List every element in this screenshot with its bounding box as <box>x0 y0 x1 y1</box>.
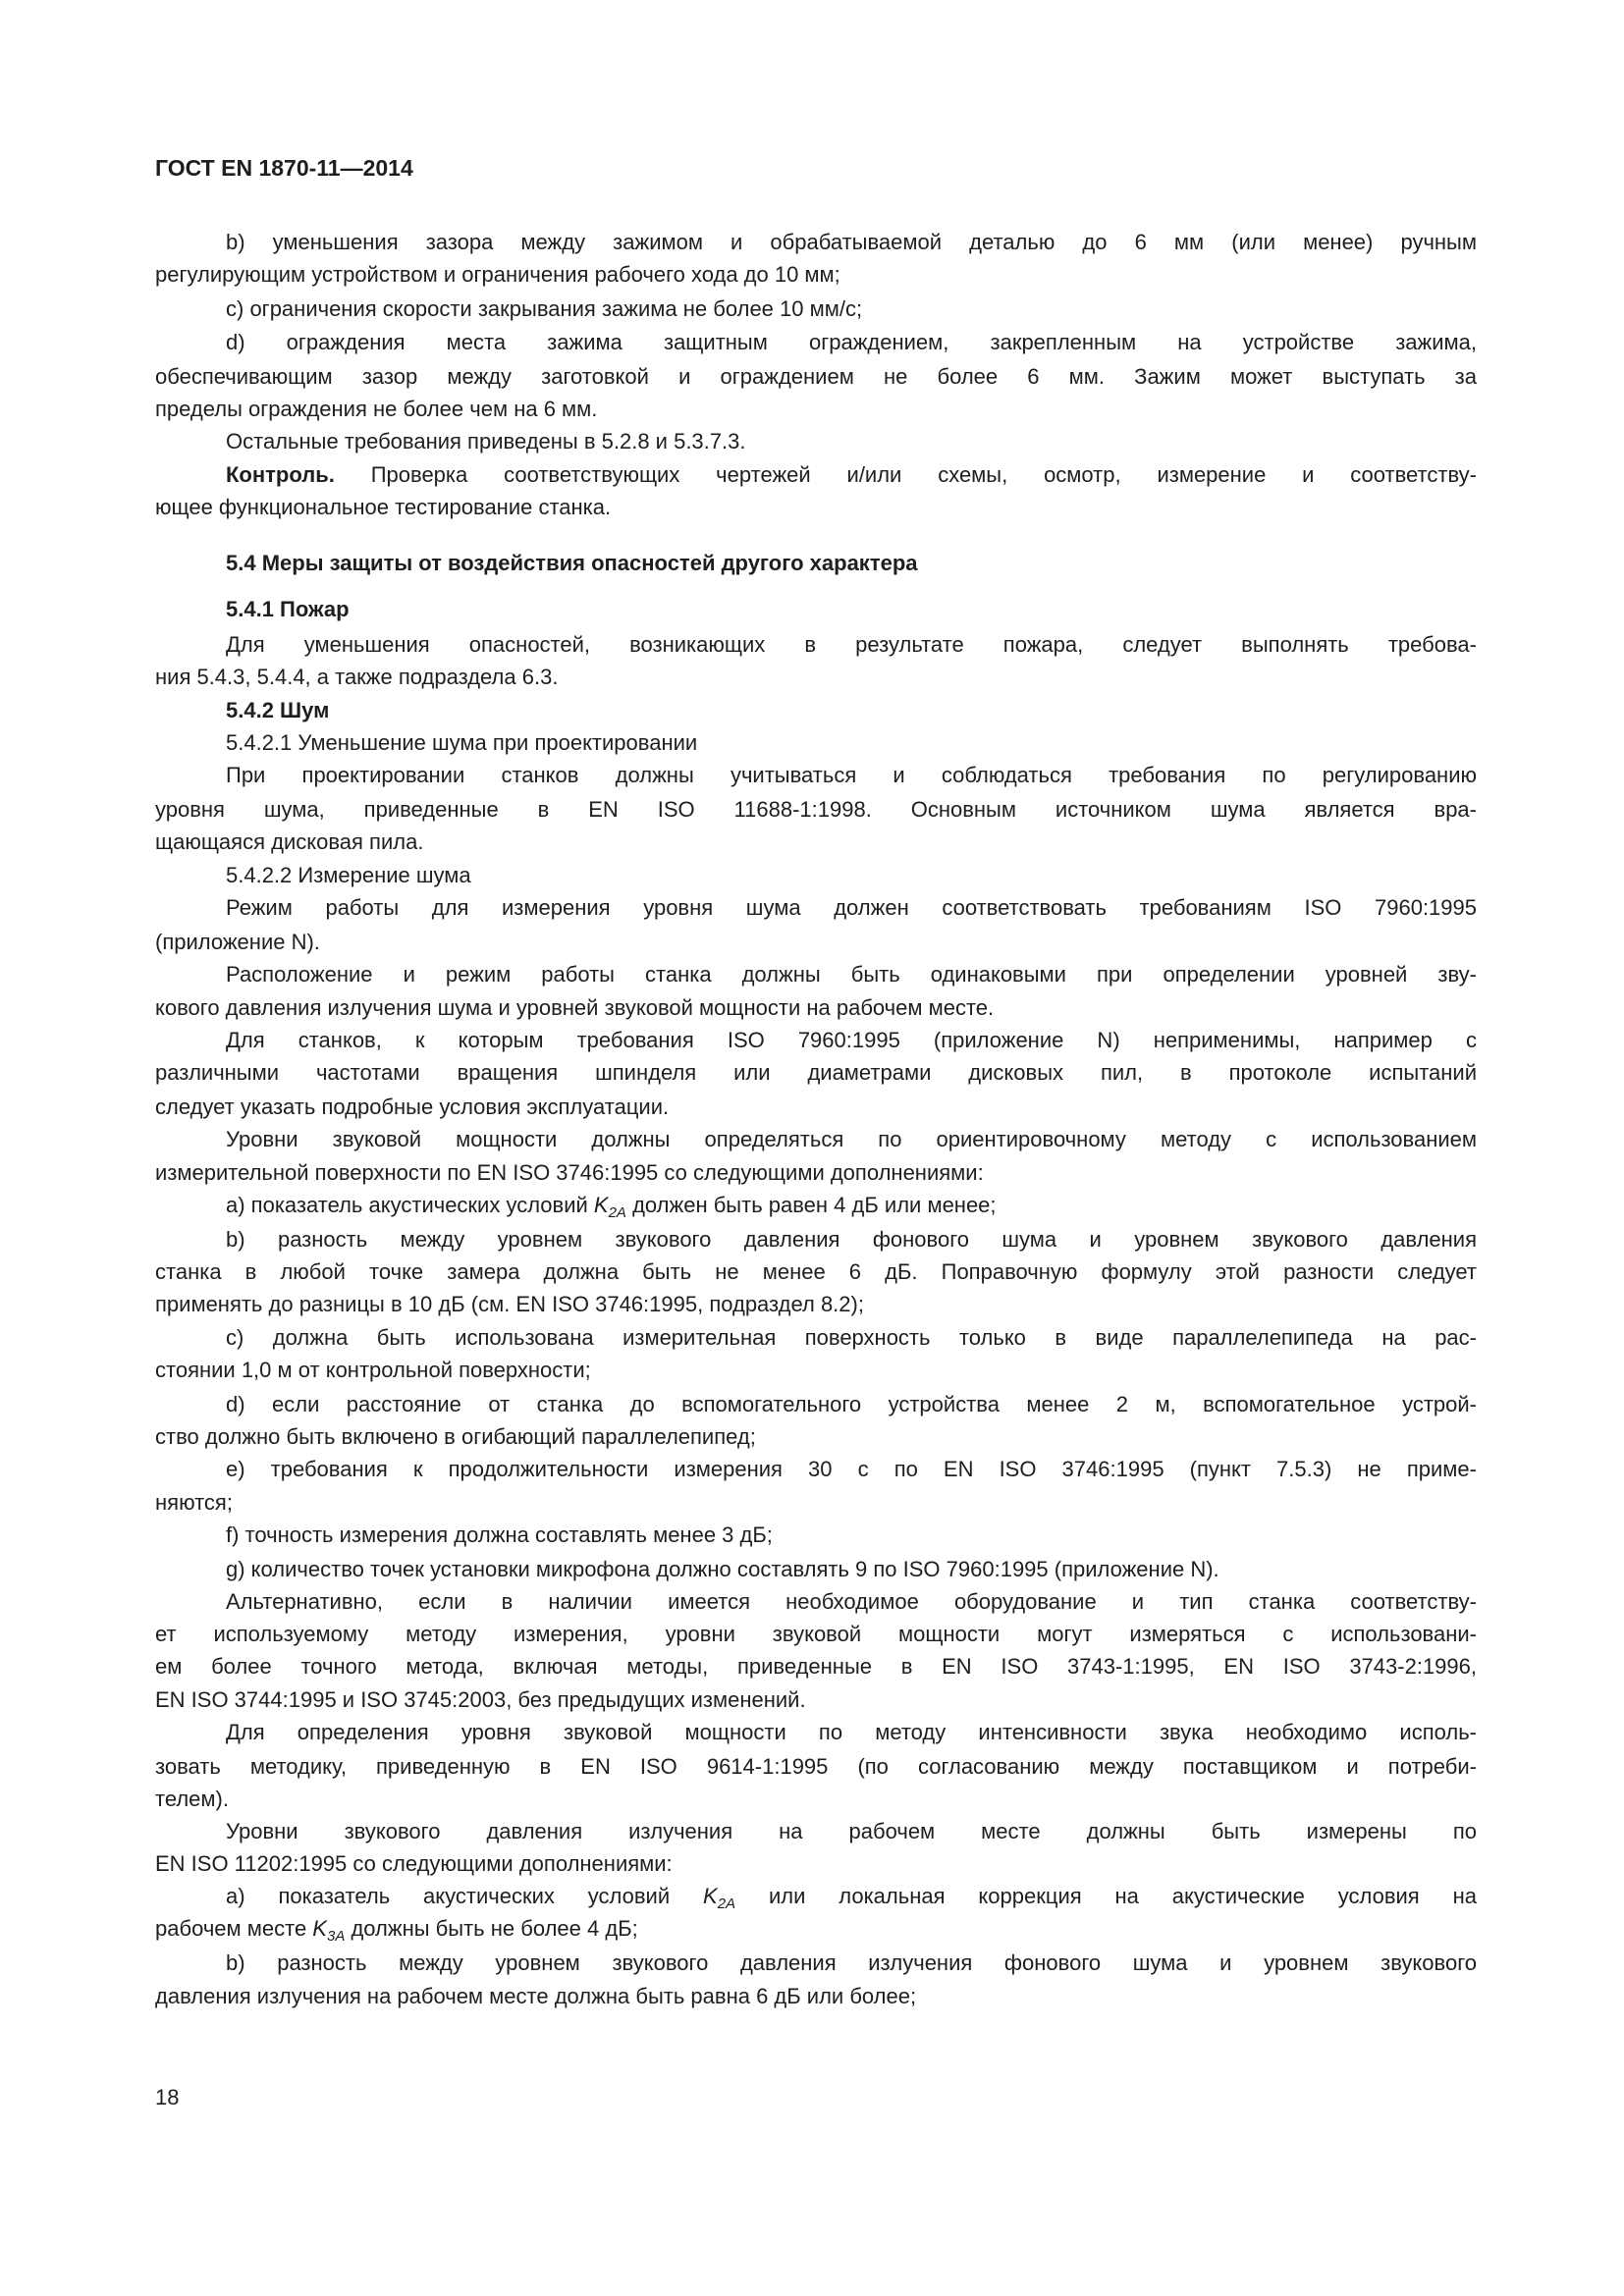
symbol-k: $K_{2A}$ <box>703 1884 736 1912</box>
text-line <box>155 1786 1477 1813</box>
line-text: EN ISO 11202:1995 со следующими дополнениями: <box>155 1851 673 1876</box>
text-line <box>226 961 1477 988</box>
line-text: различными частотами вращения шпинделя или диаметрами дисковых пил, в протоколе испытаний <box>155 1060 1477 1085</box>
text-line <box>155 1489 1477 1517</box>
symbol-subscript: 3A <box>326 1928 346 1945</box>
line-text: Расположение и режим работы станка должны быть одинаковыми при определении уровней зву- <box>226 962 1477 987</box>
text-line <box>155 1850 1477 1878</box>
line-text: давления излучения на рабочем месте должна быть равна 6 дБ или более; <box>155 1984 917 2008</box>
text-line <box>155 1258 1477 1286</box>
line-text: уровня шума, приведенные в EN ISO 11688-1:1998. Основным источником шума является вра- <box>155 797 1477 822</box>
text-line <box>155 1621 1477 1648</box>
text-line <box>226 894 1477 922</box>
line-text: кового давления излучения шума и уровней звуковой мощности на рабочем месте. <box>155 995 995 1020</box>
line-text: a) показатель акустических условий <box>226 1193 594 1217</box>
text-line <box>226 762 1477 789</box>
line-text: пределы ограждения не более чем на 6 мм. <box>155 397 598 421</box>
line-text: Остальные требования приведены в 5.2.8 и 5.3.7.3. <box>226 429 746 454</box>
line-text: или локальная коррекция на акустические условия на <box>735 1884 1477 1908</box>
text-line <box>226 295 1477 323</box>
symbol-subscript: 2A <box>717 1896 736 1912</box>
line-text: 5.4.2.1 Уменьшение шума при проектировании <box>226 730 698 755</box>
text-line <box>155 1686 1477 1714</box>
text-line <box>226 1818 1477 1845</box>
text-line <box>226 862 1477 889</box>
line-text: должен быть равен 4 дБ или менее; <box>625 1193 997 1217</box>
text-line <box>226 1719 1477 1746</box>
text-line <box>226 697 1477 724</box>
text-line <box>155 396 1477 423</box>
text-line <box>155 1357 1477 1384</box>
text-line <box>155 1983 1477 2010</box>
text-line <box>155 1423 1477 1451</box>
text-line <box>155 828 1477 856</box>
text-line <box>226 1588 1477 1616</box>
line-text: ем более точного метода, включая методы, приведенные в EN ISO 3743-1:1995, EN ISO 3743-2:1996, <box>155 1654 1477 1679</box>
text-line <box>226 461 1477 489</box>
bold-text: 5.4 Меры защиты от воздействия опасностей другого характера <box>226 551 918 575</box>
text-line <box>226 596 1477 623</box>
text-line <box>155 1094 1477 1121</box>
line-text: d) ограждения места зажима защитным ограждением, закрепленным на устройстве зажима, <box>226 330 1477 354</box>
text-line <box>226 1027 1477 1054</box>
text-line <box>226 631 1477 659</box>
symbol-subscript: 2A <box>608 1204 626 1221</box>
line-text: следует указать подробные условия эксплуатации. <box>155 1095 670 1119</box>
line-text: зовать методику, приведенную в EN ISO 9614-1:1995 (по согласованию между поставщиком и потреби- <box>155 1754 1477 1779</box>
line-text: рабочем месте <box>155 1916 313 1941</box>
line-text: b) разность между уровнем звукового давления фонового шума и уровнем звукового давления <box>226 1227 1477 1252</box>
text-line <box>155 664 1477 691</box>
line-text: a) показатель акустических условий <box>226 1884 704 1908</box>
line-text: щающаяся дисковая пила. <box>155 829 424 854</box>
text-line <box>226 1391 1477 1418</box>
line-text: Для станков, к которым требования ISO 7960:1995 (приложение N) неприменимы, например с <box>226 1028 1477 1052</box>
line-text: станка в любой точке замера должна быть не менее 6 дБ. Поправочную формулу этой разности следует <box>155 1259 1477 1284</box>
text-line <box>226 1192 1477 1219</box>
line-text: Для определения уровня звуковой мощности по методу интенсивности звука необходимо исполь- <box>226 1720 1477 1744</box>
text-line <box>226 1949 1477 1977</box>
line-text: Альтернативно, если в наличии имеется необходимое оборудование и тип станка соответству- <box>226 1589 1477 1614</box>
text-line <box>155 494 1477 521</box>
line-text: Режим работы для измерения уровня шума должен соответствовать требованиям ISO 7960:1995 <box>226 895 1477 920</box>
text-line <box>226 729 1477 757</box>
line-text: (приложение N). <box>155 930 320 954</box>
text-line <box>155 1159 1477 1187</box>
text-line <box>155 1291 1477 1318</box>
text-line <box>226 1522 1477 1549</box>
text-line <box>226 428 1477 455</box>
text-line <box>155 1653 1477 1681</box>
text-line <box>226 550 1477 577</box>
line-text: e) требования к продолжительности измерения 30 с по EN ISO 3746:1995 (пункт 7.5.3) не приме- <box>226 1457 1477 1481</box>
text-line <box>155 1915 1477 1943</box>
text-line <box>155 363 1477 391</box>
line-text: обеспечивающим зазор между заготовкой и ограждением не более 6 мм. Зажим может выступать за <box>155 364 1477 389</box>
line-text: Для уменьшения опасностей, возникающих в результате пожара, следует выполнять требова- <box>226 632 1477 657</box>
symbol-k: $K_{3A}$ <box>312 1916 346 1945</box>
text-line <box>226 329 1477 356</box>
text-line <box>226 1556 1477 1583</box>
line-text: c) ограничения скорости закрывания зажима не более 10 мм/с; <box>226 296 863 321</box>
line-text: должны быть не более 4 дБ; <box>345 1916 638 1941</box>
line-text: няются; <box>155 1490 233 1515</box>
line-text: ющее функциональное тестирование станка. <box>155 495 612 519</box>
text-line <box>155 261 1477 289</box>
text-line <box>226 1883 1477 1910</box>
line-text: EN ISO 3744:1995 и ISO 3745:2003, без предыдущих изменений. <box>155 1687 806 1712</box>
line-text: регулирующим устройством и ограничения рабочего хода до 10 мм; <box>155 262 840 287</box>
bold-text: 5.4.2 Шум <box>226 698 330 722</box>
document-header: ГОСТ EN 1870-11—2014 <box>155 155 413 181</box>
bold-text: Контроль. <box>226 462 335 487</box>
text-line <box>155 1059 1477 1087</box>
text-line <box>226 1126 1477 1153</box>
line-text: g) количество точек установки микрофона должно составлять 9 по ISO 7960:1995 (приложение N). <box>226 1557 1219 1581</box>
line-text: стоянии 1,0 м от контрольной поверхности; <box>155 1358 591 1382</box>
line-text: c) должна быть использована измерительная поверхность только в виде параллелепипеда на рас- <box>226 1325 1477 1350</box>
text-line <box>155 994 1477 1022</box>
line-text: Проверка соответствующих чертежей и/или схемы, осмотр, измерение и соответству- <box>334 462 1477 487</box>
line-text: Уровни звуковой мощности должны определяться по ориентировочному методу с использованием <box>226 1127 1477 1151</box>
line-text: ния 5.4.3, 5.4.4, а также подраздела 6.3. <box>155 665 559 689</box>
line-text: d) если расстояние от станка до вспомогательного устройства менее 2 м, вспомогательное устрой- <box>226 1392 1477 1416</box>
line-text: телем). <box>155 1787 229 1811</box>
bold-text: 5.4.1 Пожар <box>226 597 350 621</box>
line-text: измерительной поверхности по EN ISO 3746:1995 со следующими дополнениями: <box>155 1160 984 1185</box>
symbol-k: $K_{2A}$ <box>593 1193 626 1221</box>
line-text: применять до разницы в 10 дБ (см. EN ISO 3746:1995, подраздел 8.2); <box>155 1292 864 1316</box>
text-line <box>226 1324 1477 1352</box>
line-text: Уровни звукового давления излучения на рабочем месте должны быть измерены по <box>226 1819 1477 1843</box>
page-number: 18 <box>155 2085 180 2109</box>
text-line <box>155 1753 1477 1781</box>
text-line <box>155 929 1477 956</box>
line-text: b) уменьшения зазора между зажимом и обрабатываемой деталью до 6 мм (или менее) ручным <box>226 230 1477 254</box>
line-text: 5.4.2.2 Измерение шума <box>226 863 471 887</box>
line-text: При проектировании станков должны учитываться и соблюдаться требования по регулированию <box>226 763 1477 787</box>
line-text: f) точность измерения должна составлять менее 3 дБ; <box>226 1522 773 1547</box>
line-text: b) разность между уровнем звукового давления излучения фонового шума и уровнем звукового <box>226 1950 1477 1975</box>
line-text: ство должно быть включено в огибающий параллелепипед; <box>155 1424 756 1449</box>
text-line <box>226 1456 1477 1483</box>
text-line <box>155 796 1477 824</box>
text-line <box>226 229 1477 256</box>
line-text: ет используемому методу измерения, уровни звуковой мощности могут измеряться с использовани- <box>155 1622 1477 1646</box>
text-line <box>226 1226 1477 1254</box>
